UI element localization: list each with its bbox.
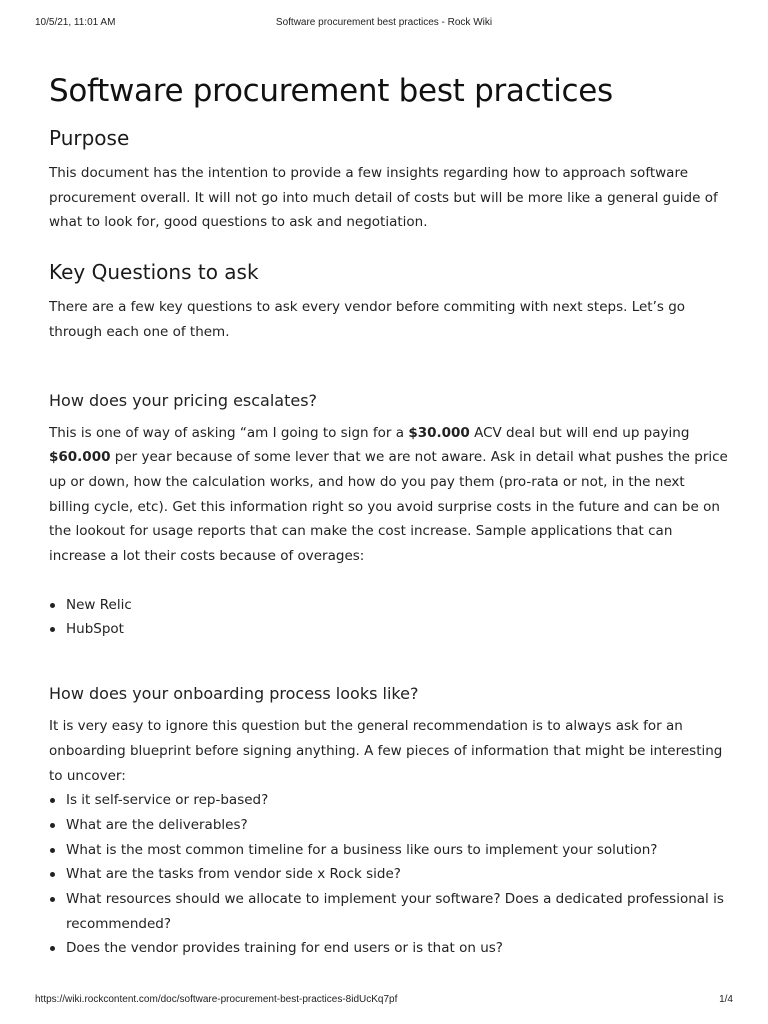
list-item: New Relic [49,593,729,618]
page-number: 1/4 [719,994,733,1005]
pricing-paragraph [49,421,729,569]
list-item: What are the tasks from vendor side x Rock side? [49,862,729,887]
list-item: What resources should we allocate to implement your software? Does a dedicated professional is recommended? [49,887,729,936]
print-date: 10/5/21, 11:01 AM [35,17,116,28]
list-item: What are the deliverables? [49,813,729,838]
list-item: What is the most common timeline for a business like ours to implement your solution? [49,838,729,863]
pricing-text-2: ACV deal but will end up paying [469,424,690,441]
overage-examples-list [49,593,729,642]
pricing-heading: How does your pricing escalates? [49,390,318,410]
print-url: https://wiki.rockcontent.com/doc/software-procurement-best-practices-8idUcKq7pf [35,994,398,1005]
pricing-amount-60000: $60.000 [49,449,111,466]
list-item: Does the vendor provides training for end users or is that on us? [49,936,729,961]
purpose-paragraph: This document has the intention to provide a few insights regarding how to approach software procurement overall. It will not go into much detail of costs but will be more like a general guide of what to look for, good questions to ask and negotiation. [49,165,718,231]
purpose-heading: Purpose [49,126,130,150]
list-item: HubSpot [49,617,729,642]
onboarding-paragraph: It is very easy to ignore this question but the general recommendation is to always ask for an onboarding blueprint before signing anything. A few pieces of information that might be interesting to uncover: [49,718,723,784]
print-page-title: Software procurement best practices - Rock Wiki [275,17,493,28]
document-body [49,70,729,961]
print-header [35,17,733,31]
pricing-text-1: This is one of way of asking “am I going to sign for a [49,424,409,441]
pricing-amount-30000: $30.000 [408,424,470,441]
onboarding-questions-list [49,788,729,961]
print-footer [35,994,733,1008]
key-questions-heading: Key Questions to ask [49,260,259,285]
list-item: Is it self-service or rep-based? [49,788,729,813]
key-questions-paragraph: There are a few key questions to ask every vendor before commiting with next steps. Let’s go through each one of them. [49,299,686,340]
pricing-text-3: per year because of some lever that we are not aware. Ask in detail what pushes the price up or down, how the calculation works, and how do you pay them (pro-rata or not, in the next billing cycle, etc). Get this information right so you avoid surprise costs in the future and can be on the lookout for usage reports that can make the cost increase. Sample applications that can increase a lot their costs because of overages: [49,449,728,565]
page-title: Software procurement best practices [49,73,613,109]
onboarding-heading: How does your onboarding process looks like? [49,684,419,704]
